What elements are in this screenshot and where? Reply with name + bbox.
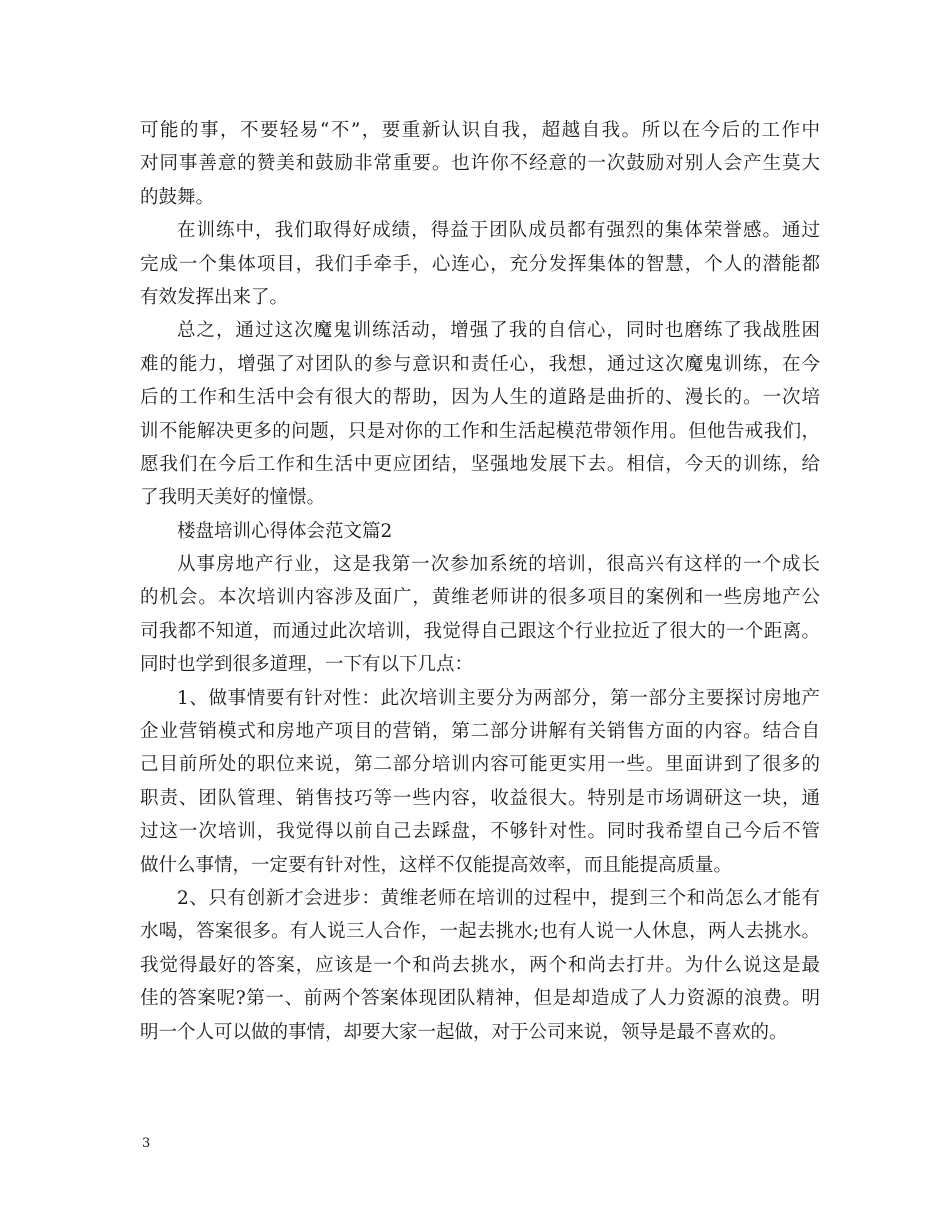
text-line: 完成一个集体项目，我们手牵手，心连心，充分发挥集体的智慧，个人的潜能都 [140,253,820,275]
text-line: 的鼓舞。 [140,186,215,208]
paragraph-first-line: 在训练中，我们取得好成绩，得益于团队成员都有强烈的集体荣誉感。通过 [177,220,820,242]
paragraph-first-line: 2、只有创新才会进步：黄维老师在培训的过程中，提到三个和尚怎么才能有 [177,887,820,909]
text-line: 同时也学到很多道理，一下有以下几点： [140,654,474,676]
text-line: 可能的事，不要轻易“不”，要重新认识自我，超越自我。所以在今后的工作中 [140,120,820,141]
text-line: 对同事善意的赞美和鼓励非常重要。也许你不经意的一次鼓励对别人会产生莫大 [140,153,820,175]
text-line: 难的能力，增强了对团队的参与意识和责任心，我想，通过这次魔鬼训练，在今 [140,353,820,375]
text-line: 的机会。本次培训内容涉及面广，黄维老师讲的很多项目的案例和一些房地产公 [140,587,820,609]
paragraph-first-line: 总之，通过这次魔鬼训练活动，增强了我的自信心，同时也磨练了我战胜困 [177,320,820,342]
text-line: 企业营销模式和房地产项目的营销，第二部分讲解有关销售方面的内容。结合自 [140,721,820,743]
text-line: 己目前所处的职位来说，第二部分培训内容可能更实用一些。里面讲到了很多的 [140,754,820,776]
text-line: 做什么事情，一定要有针对性，这样不仅能提高效率，而且能提高质量。 [140,854,733,876]
page-number: 3 [142,1136,151,1151]
text-line: 了我明天美好的憧憬。 [140,487,326,509]
text-line: 职责、团队管理、销售技巧等一些内容，收益很大。特别是市场调研这一块，通 [140,787,820,809]
text-line: 有效发挥出来了。 [140,286,289,308]
text-line: 训不能解决更多的问题，只是对你的工作和生活起模范带领作用。但他告戒我们， [140,420,820,442]
paragraph-first-line: 1、做事情要有针对性：此次培训主要分为两部分，第一部分主要探讨房地产 [177,687,820,709]
paragraph-first-line: 从事房地产行业，这是我第一次参加系统的培训，很高兴有这样的一个成长 [177,554,820,576]
text-line: 明一个人可以做的事情，却要大家一起做，对于公司来说，领导是最不喜欢的。 [140,1021,788,1043]
text-line: 水喝，答案很多。有人说三人合作，一起去挑水;也有人说一人休息，两人去挑水。 [140,921,820,943]
text-line: 佳的答案呢?第一、前两个答案体现团队精神，但是却造成了人力资源的浪费。明 [140,988,820,1010]
text-line: 愿我们在今后工作和生活中更应团结，坚强地发展下去。相信，今天的训练，给 [140,453,820,475]
section-title: 楼盘培训心得体会范文篇2 [177,520,393,542]
text-line: 过这一次培训，我觉得以前自己去踩盘，不够针对性。同时我希望自己今后不管 [140,821,820,843]
document-body [140,114,820,1049]
text-line: 我觉得最好的答案，应该是一个和尚去挑水，两个和尚去打井。为什么说这是最 [140,954,820,976]
text-line: 司我都不知道，而通过此次培训，我觉得自己跟这个行业拉近了很大的一个距离。 [140,620,820,642]
text-line: 后的工作和生活中会有很大的帮助，因为人生的道路是曲折的、漫长的。一次培 [140,387,820,409]
